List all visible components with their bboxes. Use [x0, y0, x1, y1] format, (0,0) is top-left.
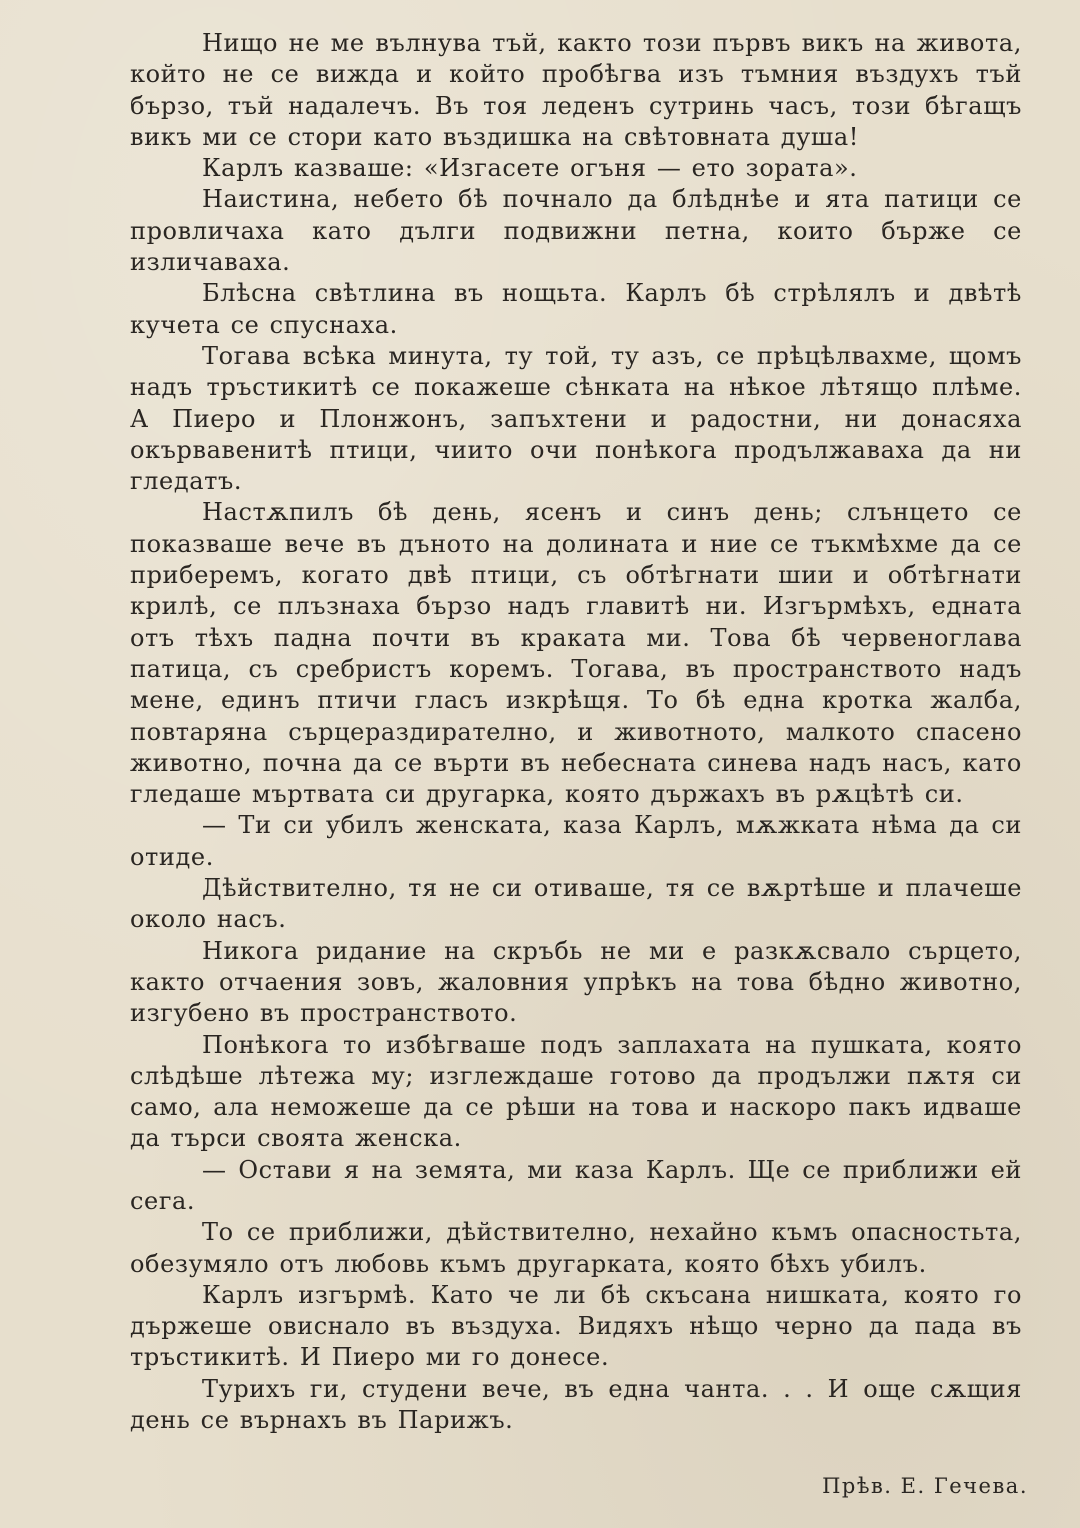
paragraph: Нищо не ме вълнува тъй, както този първъ викъ на живота, който не се вижда и който пробѣгва изъ тъмния въздухъ тъй бързо, тъй надалечъ. Въ тоя леденъ сутринь часъ, този бѣгащъ викъ ми се стори като въздишка на свѣтовната душа!	[130, 29, 1022, 151]
paragraph: Никога ридание на скръбь не ми е разкѫсвало сърцето, както отчаения зовъ, жаловния упрѣкъ на това бѣдно животно, изгубено въ пространството.	[130, 936, 1022, 1028]
paragraph: Тогава всѣка минута, ту той, ту азъ, се прѣцѣлвахме, щомъ надъ тръстикитѣ се покажеше сѣнката на нѣкое лѣтящо плѣме. А Пиеро и Плонжонъ, запъхтени и радостни, ни донасяха окървавенитѣ птици, чиито очи понѣкога продължаваха да ни гледатъ.	[130, 341, 1022, 496]
paragraph: Понѣкога то избѣгваше подъ заплахата на пушката, която слѣдѣше лѣтежа му; изглеждаше готово да продължи пѫтя си само, ала неможеше да се рѣши на това и наскоро пакъ идваше да търси своята женска.	[130, 1030, 1022, 1153]
paragraph: Блѣсна свѣтлина въ нощьта. Карлъ бѣ стрѣлялъ и двѣтѣ кучета се спуснаха.	[130, 279, 1022, 339]
dialogue-paragraph: — Остави я на земята, ми каза Карлъ. Ще се приближи ей сега.	[130, 1155, 1022, 1215]
paragraph: То се приближи, дѣйствително, нехайно къмъ опасностьта, обезумяло отъ любовь къмъ другарката, която бѣхъ убилъ.	[130, 1218, 1022, 1278]
paragraph: Настѫпилъ бѣ день, ясенъ и синъ день; слънцето се показваше вече въ дъното на долината и ние се тъкмѣхме да се приберемъ, когато двѣ птици, съ обтѣгнати шии и обтѣгнати крилѣ, се плъзнаха бързо надъ главитѣ ни. Изгърмѣхъ, едната отъ тѣхъ падна почти въ краката ми. Това бѣ червеноглава патица, съ сребристъ коремъ. Тогава, въ пространството надъ мене, единъ птичи гласъ изкрѣщя. То бѣ една кротка жалба, повтаряна сърцераздирателно, и животното, малкото спасено животно, почна да се върти въ небесната синева надъ насъ, като гледаше мъртвата си другарка, която държахъ въ рѫцѣтѣ си.	[130, 498, 1022, 809]
paragraph: Карлъ изгърмѣ. Като че ли бѣ скъсана нишката, която го държеше овиснало въ въздуха. Видяхъ нѣщо черно да пада въ тръстикитѣ. И Пиеро ми го донесе.	[130, 1280, 1022, 1372]
story-text	[130, 28, 1022, 1436]
paragraph: Дѣйствително, тя не си отиваше, тя се вѫртѣше и плачеше около насъ.	[130, 874, 1022, 934]
paragraph: Карлъ казваше: «Изгасете огъня — ето зората».	[202, 154, 858, 183]
translator-signature: Прѣв. Е. Гечева.	[822, 1474, 1028, 1498]
paragraph: Турихъ ги, студени вече, въ една чанта. . . И още сѫщия день се върнахъ въ Парижъ.	[130, 1374, 1022, 1435]
dialogue-paragraph: — Ти си убилъ женската, каза Карлъ, мѫжката нѣма да си отиде.	[130, 811, 1022, 871]
paragraph: Наистина, небето бѣ почнало да блѣднѣе и ята патици се провличаха като дълги подвижни петна, които бърже се изличаваха.	[130, 185, 1022, 277]
